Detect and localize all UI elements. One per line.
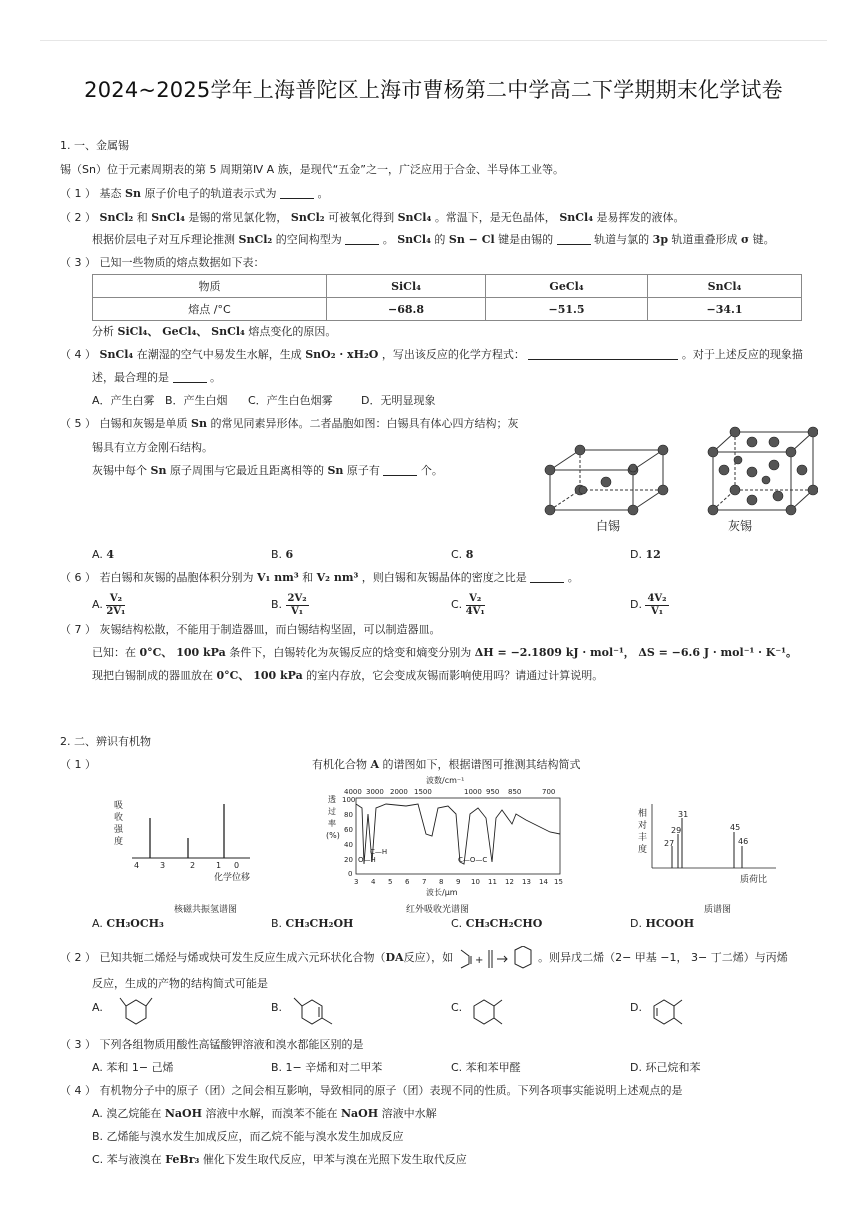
- option-b[interactable]: B. 1− 辛烯和对二甲苯: [271, 1061, 383, 1074]
- option-key: C.: [451, 917, 463, 930]
- option-key: C.: [451, 548, 463, 561]
- svg-text:2: 2: [190, 861, 196, 870]
- text: 原子有: [346, 464, 380, 477]
- text: 。常温下，是无色晶体，: [434, 211, 556, 224]
- text: σ: [741, 233, 750, 246]
- text: SnCl₄: [99, 348, 134, 361]
- option-d[interactable]: D．无明显现象: [361, 394, 436, 407]
- svg-text:950: 950: [486, 788, 500, 796]
- svg-text:850: 850: [508, 788, 522, 796]
- option-key: B.: [271, 917, 283, 930]
- text: 可被氧化得到: [328, 211, 395, 224]
- q1-5-line2: 锡具有立方金刚石结构。: [92, 441, 213, 454]
- ms-title: 质谱图: [704, 905, 732, 915]
- q2-1-caption: [312, 757, 581, 773]
- option-key: B.: [271, 598, 283, 611]
- table-cell: −68.8: [327, 298, 486, 321]
- q2-2-line2: 反应，生成的产物的结构简式可能是: [92, 977, 268, 990]
- nmr-peaks: [150, 804, 224, 858]
- text: 白锡和灰锡是单质: [99, 417, 188, 430]
- fraction: $\frac{\text{4V₂}}{\text{V₁}}$: [647, 592, 667, 617]
- svg-text:度: 度: [114, 837, 124, 847]
- text: 在潮湿的空气中易发生水解，生成: [136, 348, 302, 361]
- qnum: （ 2 ）: [60, 211, 96, 224]
- fraction: $\frac{\text{2V₂}}{\text{V₁}}$: [287, 592, 307, 617]
- ir-top-ticks: [344, 788, 555, 796]
- page-title: 2024~2025学年上海普陀区上海市曹杨第二中学高二下学期期末化学试卷: [84, 78, 783, 102]
- svg-text:15: 15: [554, 878, 563, 886]
- text: SnO₂ · xH₂O: [305, 348, 379, 361]
- text: 有机物分子中的原子（团）之间会相互影响，导致相同的原子（团）表现不同的性质。下列各项事实能说明上述观点的是: [99, 1084, 683, 1097]
- answer-blank[interactable]: [530, 571, 564, 583]
- answer-blank[interactable]: [280, 187, 314, 199]
- svg-text:C—H: C—H: [370, 848, 388, 856]
- svg-text:11: 11: [488, 878, 497, 886]
- svg-text:2000: 2000: [390, 788, 408, 796]
- table-row: [93, 275, 802, 298]
- option-b[interactable]: B. 乙烯能与溴水发生加成反应，而乙烷不能与溴水发生加成反应: [92, 1130, 404, 1143]
- option-key: D.: [630, 548, 642, 561]
- ir-xticks: [354, 878, 563, 886]
- svg-text:丰: 丰: [638, 833, 648, 843]
- text: ΔH = −2.1809 kJ · mol⁻¹，: [474, 646, 635, 659]
- ms-ylabel: [638, 807, 647, 855]
- option-a[interactable]: A．产生白雾: [92, 394, 155, 407]
- answer-blank[interactable]: [345, 233, 379, 245]
- nmr-ticks: [134, 861, 239, 870]
- svg-text:46: 46: [738, 837, 749, 846]
- text: 的室内存放，它会变成灰锡而影响使用吗？请通过计算说明。: [306, 669, 604, 682]
- option-a[interactable]: [92, 1106, 437, 1122]
- svg-text:0: 0: [348, 870, 353, 878]
- table-row: [93, 298, 802, 321]
- option-c[interactable]: [451, 916, 542, 932]
- white-tin-atoms: [545, 445, 668, 515]
- text: 催化下发生取代反应，甲苯与溴在光照下发生取代反应: [202, 1153, 467, 1166]
- text: 溶液中水解，而溴苯不能在: [205, 1107, 338, 1120]
- svg-text:C—O—C: C—O—C: [458, 856, 488, 864]
- option-b[interactable]: [271, 1000, 282, 1016]
- svg-text:13: 13: [522, 878, 531, 886]
- ms-peak-labels: [664, 810, 748, 848]
- option-key: D.: [630, 1001, 642, 1014]
- text: Sn: [327, 464, 344, 477]
- svg-text:O—H: O—H: [358, 856, 376, 864]
- q2-4: [60, 1083, 683, 1099]
- text: 反应），如: [403, 951, 454, 964]
- option-value: CH₃OCH₃: [106, 917, 164, 930]
- q1-5-line1: [60, 416, 518, 432]
- option-key: B.: [271, 548, 283, 561]
- q1-4-line1: [60, 347, 803, 363]
- option-a[interactable]: A. 苯和 1− 己烯: [92, 1061, 174, 1074]
- option-key: A.: [92, 1001, 103, 1014]
- text: 分析: [92, 325, 114, 338]
- text: V₂ nm³: [316, 571, 359, 584]
- option-value: CH₃CH₂OH: [285, 917, 354, 930]
- option-c[interactable]: C. 苯和苯甲醛: [451, 1061, 521, 1074]
- svg-text:过: 过: [328, 807, 336, 816]
- s1-intro: 锡（Sn）位于元素周期表的第 5 周期第Ⅳ A 族，是现代“五金”之一，广泛应用于合金、半导体工业等。: [60, 163, 565, 176]
- section1-header: 1. 一、金属锡: [60, 139, 129, 152]
- text: 是易挥发的液体。: [596, 211, 685, 224]
- text: 轨道与氯的: [594, 233, 650, 246]
- text: 的常见同素异形体。二者晶胞如图：白锡具有体心四方结构；灰: [210, 417, 519, 430]
- svg-text:0: 0: [234, 861, 240, 870]
- ir-marks: [358, 848, 487, 864]
- text: A: [370, 758, 380, 771]
- top-divider: [40, 40, 827, 41]
- q1-4-line2: [92, 370, 221, 386]
- q1-3: [60, 255, 265, 271]
- q1-1: [60, 186, 328, 202]
- svg-text:3: 3: [160, 861, 166, 870]
- option-c[interactable]: [451, 1000, 462, 1016]
- option-c[interactable]: [451, 592, 485, 618]
- text: 若白锡和灰锡的晶胞体积分别为: [99, 571, 254, 584]
- option-value: 12: [645, 548, 661, 561]
- svg-text:80: 80: [344, 811, 353, 819]
- svg-text:3000: 3000: [366, 788, 384, 796]
- qnum: （ 5 ）: [60, 417, 96, 430]
- text: NaOH: [341, 1107, 379, 1120]
- q2-3: [60, 1037, 364, 1053]
- table-cell: −34.1: [648, 298, 802, 321]
- option-key: C.: [451, 598, 463, 611]
- q2-1-num: （ 1 ）: [60, 758, 96, 771]
- grey-tin-atoms: [708, 427, 818, 515]
- table-cell: 物质: [93, 275, 327, 298]
- svg-text:1: 1: [216, 861, 222, 870]
- svg-text:1500: 1500: [414, 788, 432, 796]
- text: Sn: [150, 464, 167, 477]
- ir-spectrum: [326, 774, 576, 918]
- svg-text:(%): (%): [326, 831, 340, 840]
- option-d[interactable]: D. 环己烷和苯: [630, 1061, 701, 1074]
- table-cell: 熔点 /°C: [93, 298, 327, 321]
- qnum: （ 6 ）: [60, 571, 96, 584]
- text: 溶液中水解: [381, 1107, 437, 1120]
- text: DA: [385, 951, 404, 964]
- svg-text:40: 40: [344, 841, 353, 849]
- text: 已知一些物质的熔点数据如下表：: [99, 256, 265, 269]
- svg-text:7: 7: [422, 878, 427, 886]
- text: 原子周围与它最近且距离相等的: [169, 464, 324, 477]
- svg-text:5: 5: [388, 878, 393, 886]
- svg-text:3: 3: [354, 878, 359, 886]
- text: C. 苯与液溴在: [92, 1153, 162, 1166]
- text: 。: [567, 571, 579, 584]
- option-b[interactable]: [271, 547, 293, 563]
- option-a[interactable]: [92, 592, 125, 618]
- qnum: （ 3 ）: [60, 1038, 96, 1051]
- option-key: D.: [630, 598, 642, 611]
- svg-text:相: 相: [638, 809, 648, 819]
- text: 现把白锡制成的器皿放在: [92, 669, 213, 682]
- fraction: $\frac{\text{V₂}}{\text{4V₁}}$: [465, 592, 485, 617]
- option-c[interactable]: [92, 1152, 467, 1168]
- text: 0°C、 100 kPa: [216, 669, 303, 682]
- nmr-title: 核磁共振氢谱图: [174, 905, 238, 915]
- q1-5-line3: [92, 463, 443, 479]
- option-value: 4: [106, 548, 114, 561]
- grey-tin-label: 灰锡: [728, 519, 753, 533]
- qnum: （ 3 ）: [60, 256, 96, 269]
- answer-blank[interactable]: [383, 464, 417, 476]
- svg-text:6: 6: [405, 878, 410, 886]
- qnum: （ 2 ）: [60, 951, 96, 964]
- svg-text:60: 60: [344, 826, 353, 834]
- option-d[interactable]: [630, 1000, 642, 1016]
- text: 下列各组物质用酸性高锰酸钾溶液和溴水都能区别的是: [99, 1038, 364, 1051]
- q1-7-line2: [92, 645, 797, 661]
- option-c-structure: [466, 994, 516, 1034]
- text: SnCl₄: [397, 233, 431, 246]
- option-a[interactable]: [92, 1000, 103, 1016]
- text: 灰锡中每个: [92, 464, 147, 477]
- text: Sn − Cl: [448, 233, 495, 246]
- option-key: A.: [92, 917, 103, 930]
- svg-text:31: 31: [678, 810, 689, 819]
- text: 3p: [652, 233, 669, 246]
- svg-text:4: 4: [371, 878, 376, 886]
- text: 。则异戊二烯（2− 甲基 −1， 3− 丁二烯）与丙烯: [538, 951, 788, 964]
- text: 和: [302, 571, 314, 584]
- option-b[interactable]: B．产生白烟: [165, 394, 228, 407]
- text: 键是由锡的: [498, 233, 554, 246]
- text: ΔS = −6.6 J · mol⁻¹ · K⁻¹。: [638, 646, 797, 659]
- text: 轨道重叠形成: [671, 233, 738, 246]
- text: SiCl₄、 GeCl₄、 SnCl₄: [117, 325, 245, 338]
- option-key: D.: [630, 917, 642, 930]
- option-key: A.: [92, 548, 103, 561]
- text: 已知共轭二烯烃与烯或炔可发生反应生成六元环状化合物（: [99, 951, 386, 964]
- svg-text:9: 9: [456, 878, 461, 886]
- svg-text:12: 12: [505, 878, 514, 886]
- svg-text:27: 27: [664, 839, 675, 848]
- text: FeBr₃: [165, 1153, 200, 1166]
- svg-text:4: 4: [134, 861, 140, 870]
- ms-xlabel: 质荷比: [740, 875, 768, 885]
- option-value: 8: [465, 548, 474, 561]
- svg-text:1000: 1000: [464, 788, 482, 796]
- svg-text:45: 45: [730, 823, 741, 832]
- text: 基态: [99, 187, 122, 200]
- text: SnCl₂: [99, 211, 134, 224]
- ir-title: 红外吸收光谱图: [406, 905, 470, 915]
- mass-spectrum: [634, 804, 784, 918]
- text: 熔点变化的原因。: [248, 325, 337, 338]
- svg-text:+: +: [474, 955, 483, 966]
- text: 的谱图如下，根据谱图可推测其结构简式: [382, 758, 581, 771]
- nmr-ylabel: [114, 800, 124, 847]
- svg-text:14: 14: [539, 878, 548, 886]
- text: 。对于上述反应的现象描: [681, 348, 803, 361]
- text: A. 溴乙烷能在: [92, 1107, 162, 1120]
- answer-blank[interactable]: [528, 348, 678, 360]
- table-cell: SnCl₄: [648, 275, 802, 298]
- text: 有机化合物: [312, 758, 367, 771]
- svg-text:29: 29: [671, 826, 682, 835]
- option-value: 6: [285, 548, 294, 561]
- qnum: （ 1 ）: [60, 187, 96, 200]
- option-key: C.: [451, 1001, 463, 1014]
- da-reaction-scheme: [457, 946, 535, 970]
- svg-text:4000: 4000: [344, 788, 362, 796]
- text: 的: [434, 233, 446, 246]
- text: 键。: [752, 233, 775, 246]
- q1-2-line1: [60, 210, 685, 226]
- svg-text:强: 强: [114, 825, 124, 835]
- text: ，写出该反应的化学方程式：: [381, 348, 525, 361]
- option-b[interactable]: [271, 592, 309, 618]
- ir-xlabel: 波长/μm: [426, 888, 458, 897]
- text: 述，最合理的是: [92, 371, 169, 384]
- option-key: A.: [92, 598, 103, 611]
- white-tin-label: 白锡: [596, 519, 621, 533]
- text: NaOH: [164, 1107, 202, 1120]
- qnum: （ 7 ）: [60, 623, 96, 636]
- option-c[interactable]: C．产生白色烟雾: [248, 394, 333, 407]
- text: ，则白锡和灰锡晶体的密度之比是: [361, 571, 527, 584]
- text: 个。: [420, 464, 443, 477]
- q1-7-line1: [60, 622, 441, 638]
- table-cell: SiCl₄: [327, 275, 486, 298]
- svg-text:收: 收: [114, 813, 124, 823]
- option-a[interactable]: [92, 547, 114, 563]
- option-value: CH₃CH₂CHO: [465, 917, 543, 930]
- text: 是锡的常见氯化物，: [188, 211, 288, 224]
- qnum: （ 4 ）: [60, 1084, 96, 1097]
- svg-text:吸: 吸: [114, 801, 124, 811]
- svg-text:700: 700: [542, 788, 556, 796]
- text: SnCl₄: [151, 211, 185, 224]
- option-a-structure: [116, 994, 162, 1034]
- text: 。: [210, 371, 221, 384]
- option-a[interactable]: [92, 916, 164, 932]
- q2-2-line1: [60, 946, 788, 970]
- option-b[interactable]: [271, 916, 353, 932]
- text: Sn: [125, 187, 141, 200]
- svg-text:100: 100: [342, 796, 356, 804]
- text: SnCl₄: [397, 211, 432, 224]
- svg-text:率: 率: [328, 819, 336, 828]
- ir-ylabel: [326, 795, 340, 840]
- tin-crystal-figures: [538, 420, 818, 540]
- option-value: HCOOH: [645, 917, 695, 930]
- nmr-spectrum: [110, 796, 260, 918]
- option-d[interactable]: [630, 592, 669, 618]
- text: 0°C、 100 kPa: [139, 646, 226, 659]
- text: 灰锡结构松散，不能用于制造器皿，而白锡结构坚固，可以制造器皿。: [99, 623, 441, 636]
- text: SnCl₂: [290, 211, 325, 224]
- fraction: $\frac{\text{V₂}}{\text{2V₁}}$: [106, 592, 126, 617]
- option-d-structure: [646, 994, 696, 1034]
- answer-blank[interactable]: [173, 371, 207, 383]
- table-cell: GeCl₄: [486, 275, 648, 298]
- ir-yticks: [342, 796, 355, 878]
- svg-text:度: 度: [638, 845, 648, 855]
- section2-header: 2. 二、辨识有机物: [60, 735, 151, 748]
- option-b-structure: [288, 994, 348, 1034]
- text: SnCl₂: [238, 233, 273, 246]
- option-d[interactable]: [630, 916, 694, 932]
- q1-6-line1: [60, 570, 579, 586]
- svg-text:对: 对: [638, 821, 648, 831]
- svg-text:20: 20: [344, 856, 353, 864]
- ir-top-label: 波数/cm⁻¹: [426, 776, 465, 785]
- svg-text:透: 透: [328, 795, 336, 804]
- option-c[interactable]: [451, 547, 473, 563]
- text: 已知：在: [92, 646, 136, 659]
- text: 和: [136, 211, 148, 224]
- svg-text:8: 8: [439, 878, 444, 886]
- melting-point-table: [92, 274, 802, 321]
- text: 的空间构型为: [275, 233, 342, 246]
- text: 。: [317, 187, 329, 200]
- q1-7-line3: [92, 668, 603, 684]
- text: 根据价层电子对互斥理论推测: [92, 233, 235, 246]
- option-key: B.: [271, 1001, 283, 1014]
- text: 。: [382, 233, 394, 246]
- option-d[interactable]: [630, 547, 661, 563]
- text: 条件下，白锡转化为灰锡反应的焓变和熵变分别为: [229, 646, 472, 659]
- table-cell: −51.5: [486, 298, 648, 321]
- text: SnCl₄: [559, 211, 594, 224]
- q1-2-line2: [92, 232, 775, 248]
- text: 原子价电子的轨道表示式为: [144, 187, 277, 200]
- svg-text:10: 10: [471, 878, 480, 886]
- qnum: （ 4 ）: [60, 348, 96, 361]
- text: Sn: [191, 417, 207, 430]
- q1-3-analysis: [92, 324, 336, 340]
- text: V₁ nm³: [257, 571, 299, 584]
- nmr-xlabel: 化学位移: [214, 873, 251, 883]
- answer-blank[interactable]: [557, 233, 591, 245]
